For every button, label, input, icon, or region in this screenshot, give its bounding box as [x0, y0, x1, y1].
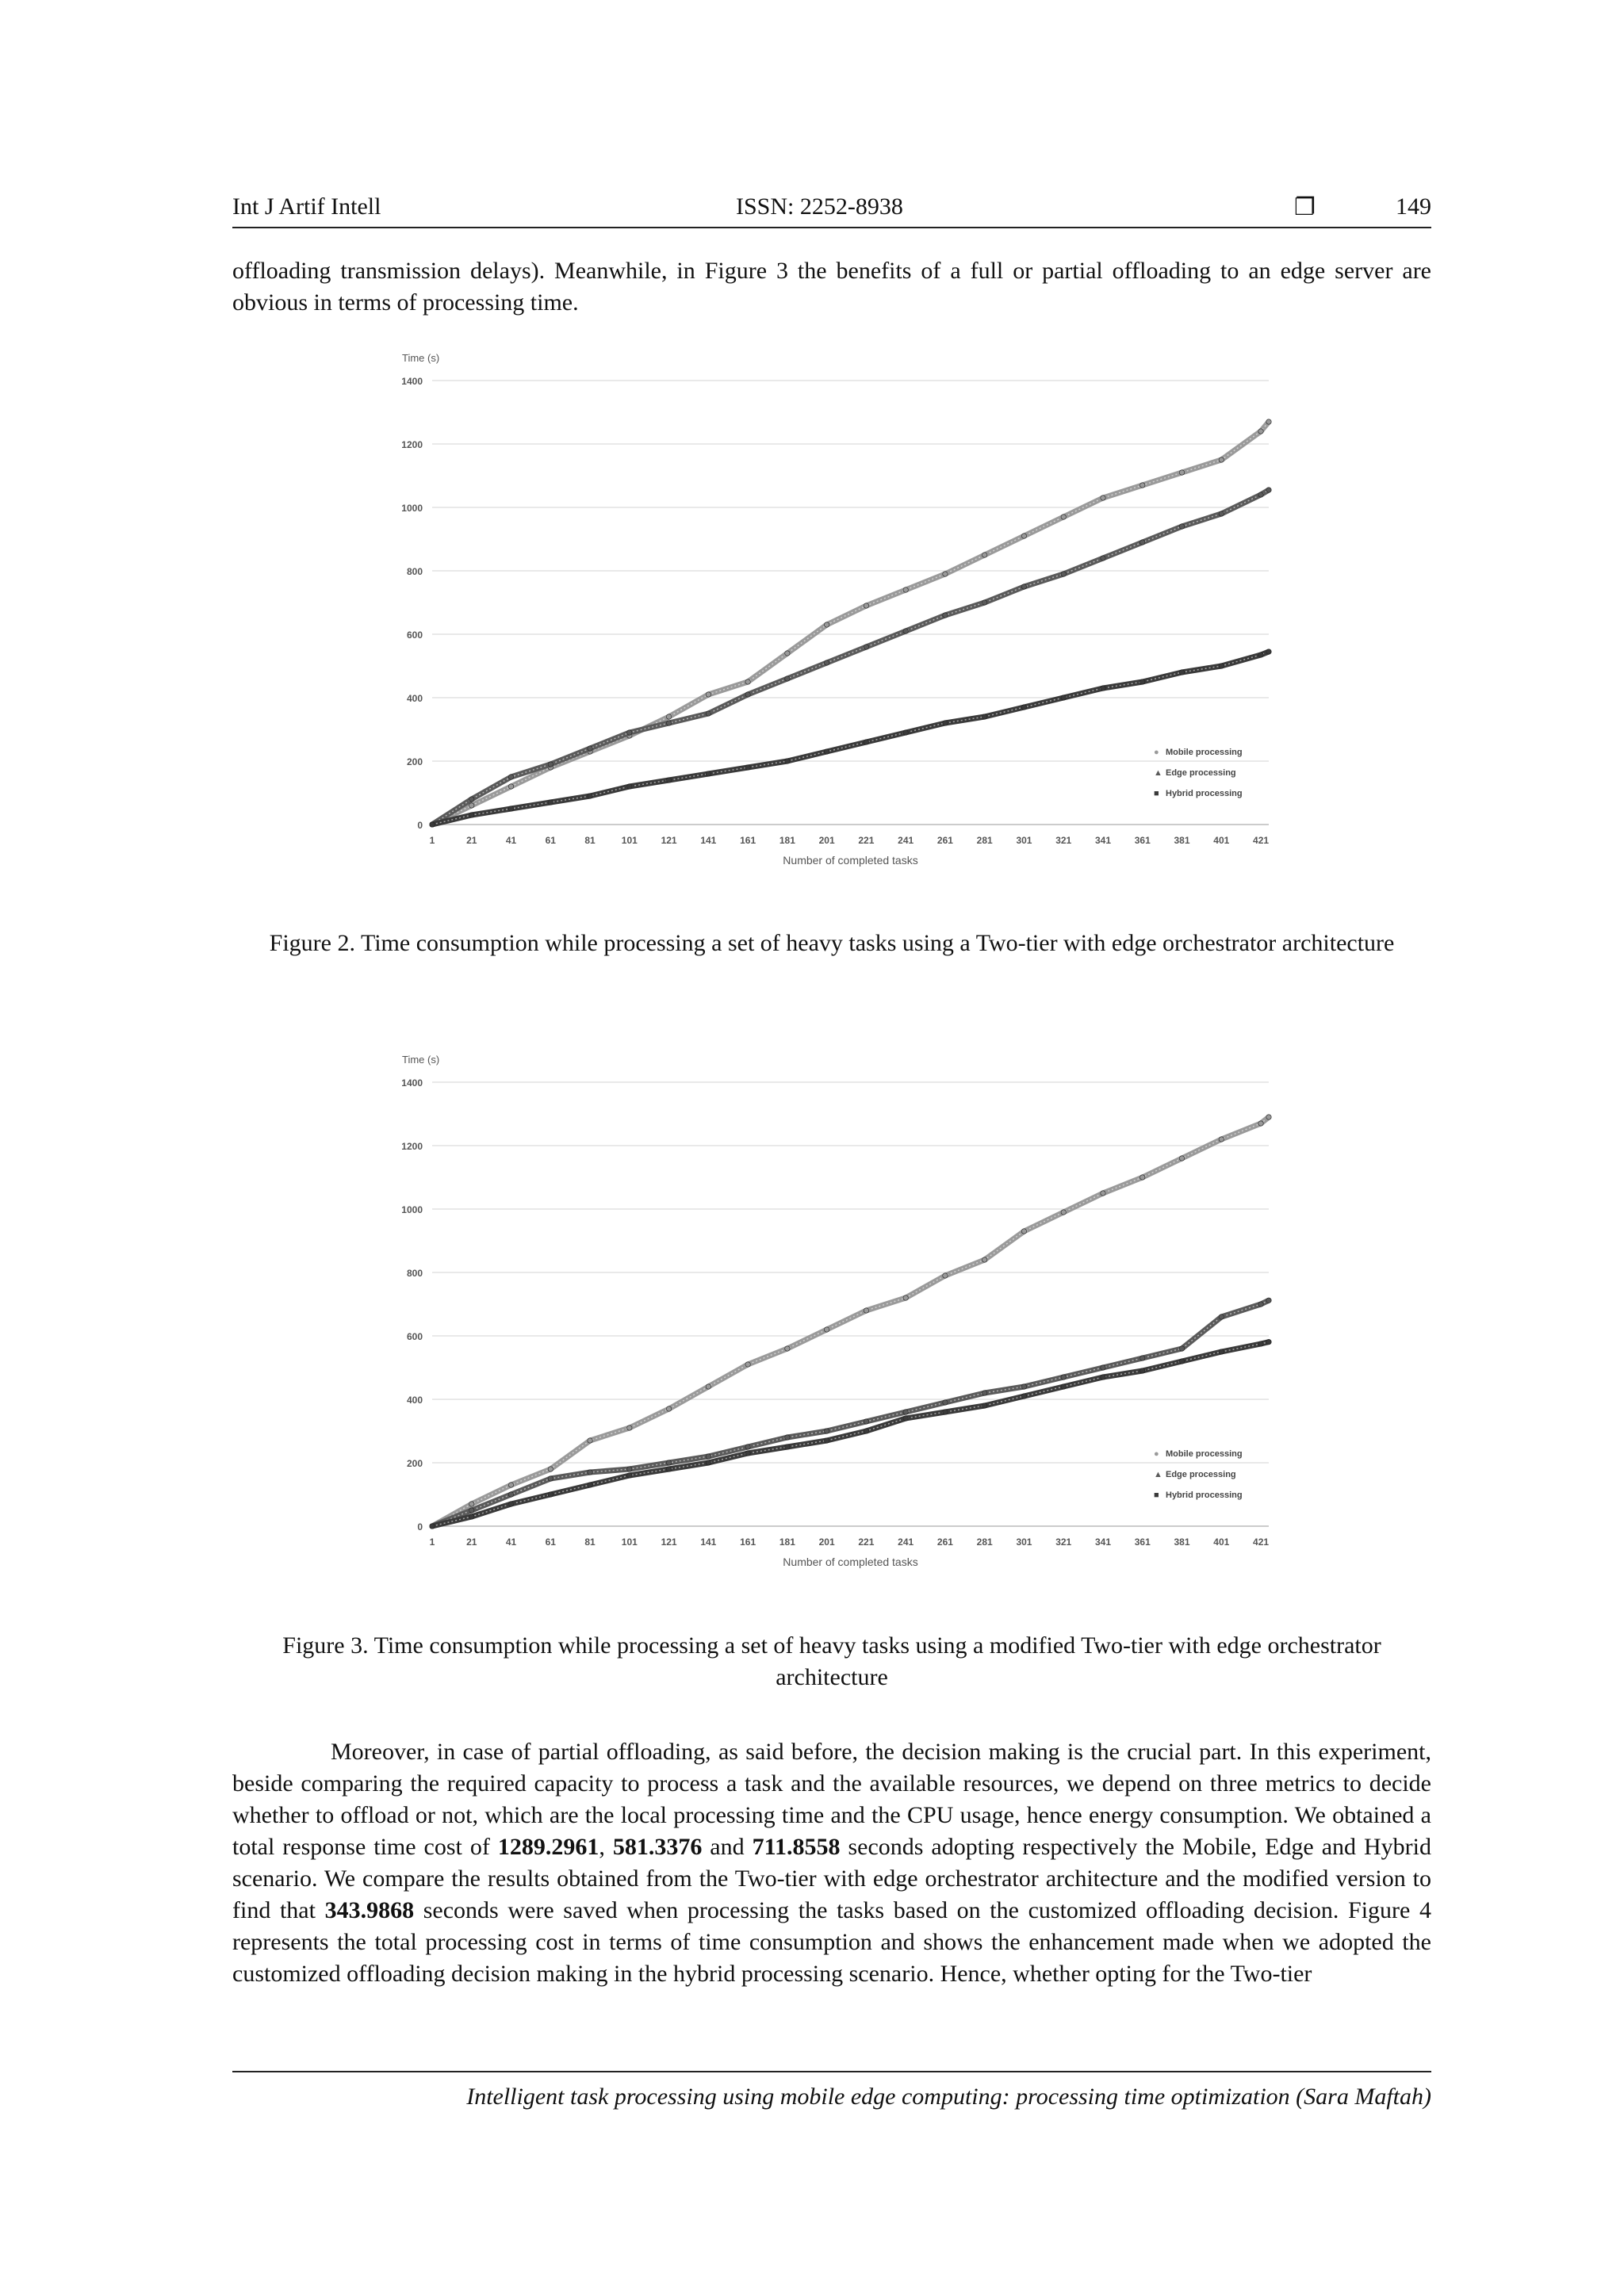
- fig2-data-point: [469, 803, 474, 808]
- fig3-data-point: [627, 1473, 632, 1478]
- fig2-data-point: [1021, 534, 1026, 538]
- page-number: 149: [1396, 193, 1431, 220]
- fig3-data-point: [666, 1467, 671, 1471]
- fig2-y-tick-label: 600: [406, 629, 423, 641]
- fig3-x-tick-label: 341: [1094, 1536, 1112, 1548]
- fig2-data-point: [430, 822, 435, 827]
- fig3-data-point: [982, 1257, 986, 1262]
- fig3-x-tick-label: 321: [1055, 1536, 1072, 1548]
- fig3-data-point: [903, 1295, 908, 1300]
- fig3-data-point: [469, 1514, 474, 1519]
- fig2-data-point: [1061, 695, 1066, 700]
- fig3-data-point: [785, 1445, 790, 1449]
- fig2-data-point: [824, 749, 829, 754]
- fig3-data-point: [706, 1460, 710, 1465]
- fig2-data-point: [785, 676, 790, 681]
- fig3-data-point: [745, 1451, 750, 1456]
- fig3-data-point: [943, 1273, 948, 1278]
- fig2-data-point: [1219, 457, 1224, 462]
- fig2-data-point: [943, 721, 948, 725]
- fig2-data-point: [1258, 429, 1263, 434]
- fig2-x-tick-label: 1: [429, 835, 435, 846]
- fig3-data-point: [1258, 1302, 1263, 1307]
- fig2-x-tick-label: 201: [818, 835, 835, 846]
- fig2-data-point: [982, 600, 986, 605]
- fig3-data-point: [982, 1403, 986, 1408]
- fig2-y-axis-label: Time (s): [402, 352, 440, 364]
- body-text-2: seconds adopting respectively the Mobile, Edge and Hybrid scenario. We compare the results obtained from the Two-tier with edge orchestrator architecture and the modified version to find that: [232, 1834, 1431, 1923]
- fig2-data-point: [666, 721, 671, 725]
- running-footer: Intelligent task processing using mobile edge computing: processing time optimization (Sara Maftah): [232, 2071, 1431, 2110]
- fig2-data-point: [745, 692, 750, 697]
- fig2-x-tick-label: 221: [858, 835, 875, 846]
- fig2-data-point: [1179, 670, 1184, 675]
- fig2-data-point: [1266, 419, 1271, 424]
- figure-3-caption: Figure 3. Time consumption while processing a set of heavy tasks using a modified Two-tier with edge orchestrator architecture: [282, 1632, 1381, 1690]
- fig3-x-tick-label: 141: [700, 1536, 717, 1548]
- issn: ISSN: 2252-8938: [736, 193, 903, 220]
- fig3-data-point: [548, 1467, 553, 1471]
- fig2-data-point: [864, 645, 868, 649]
- box-icon: ❐: [1294, 194, 1316, 220]
- fig3-y-tick-label: 600: [406, 1331, 423, 1342]
- fig3-x-tick-label: 81: [584, 1536, 596, 1548]
- fig3-data-point: [508, 1483, 513, 1487]
- fig2-x-tick-label: 381: [1174, 835, 1190, 846]
- fig3-data-point: [745, 1445, 750, 1449]
- fig2-data-point: [745, 679, 750, 684]
- fig2-x-tick-label: 61: [545, 835, 556, 846]
- fig3-x-tick-label: 1: [429, 1536, 435, 1548]
- figure-2-caption: Figure 2. Time consumption while processing a set of heavy tasks using a Two-tier with edge orchestrator architecture: [269, 930, 1395, 956]
- fig3-data-point: [1179, 1346, 1184, 1351]
- fig3-data-point: [508, 1502, 513, 1506]
- fig3-legend-entry: Mobile processing: [1166, 1449, 1243, 1459]
- fig3-data-point: [469, 1502, 474, 1506]
- fig3-data-point: [982, 1391, 986, 1395]
- fig3-x-tick-label: 381: [1174, 1536, 1190, 1548]
- fig3-data-point: [1140, 1368, 1145, 1373]
- fig3-data-point: [548, 1476, 553, 1481]
- fig3-y-tick-label: 1400: [401, 1077, 423, 1089]
- fig3-legend-marker: ●: [1154, 1449, 1159, 1459]
- fig2-x-tick-label: 81: [584, 835, 596, 846]
- fig3-y-axis-label: Time (s): [402, 1054, 440, 1066]
- fig3-data-point: [824, 1438, 829, 1443]
- fig2-x-tick-label: 21: [466, 835, 477, 846]
- journal-name: Int J Artif Intell: [232, 193, 381, 220]
- fig2-y-tick-label: 400: [406, 693, 423, 704]
- fig3-data-point: [588, 1438, 592, 1443]
- fig3-data-point: [627, 1467, 632, 1471]
- fig2-x-tick-label: 321: [1055, 835, 1072, 846]
- fig2-x-tick-label: 41: [505, 835, 517, 846]
- fig3-data-point: [1061, 1210, 1066, 1215]
- fig3-legend-marker: ▲: [1154, 1470, 1162, 1479]
- fig3-x-tick-label: 61: [545, 1536, 556, 1548]
- fig3-x-tick-label: 101: [621, 1536, 638, 1548]
- fig3-x-tick-label: 401: [1213, 1536, 1230, 1548]
- fig3-data-point: [1140, 1356, 1145, 1360]
- fig2-y-tick-label: 1400: [401, 376, 423, 387]
- fig3-data-point: [1266, 1339, 1271, 1344]
- fig2-data-point: [785, 759, 790, 763]
- fig3-data-point: [706, 1454, 710, 1459]
- fig3-data-point: [1258, 1121, 1263, 1126]
- body-text-3: seconds were saved when processing the tasks based on the customized offloading decision. Figure 4 represents the total processing cost in terms of time consumption and shows the enhancement made when we adopted the customized offloading decision making in the hybrid processing scenario. Hence, whether opting for the Two-tier: [232, 1897, 1431, 1987]
- fig3-data-point: [1061, 1384, 1066, 1389]
- fig3-data-point: [903, 1416, 908, 1421]
- fig2-data-point: [508, 806, 513, 811]
- fig2-data-point: [903, 587, 908, 592]
- fig2-data-point: [1179, 470, 1184, 475]
- mobile-total-value: 1289.2961: [497, 1834, 599, 1860]
- fig2-data-point: [588, 794, 592, 798]
- fig2-data-point: [588, 746, 592, 751]
- fig3-data-point: [1021, 1384, 1026, 1389]
- fig3-x-tick-label: 121: [661, 1536, 677, 1548]
- fig3-x-tick-label: 261: [936, 1536, 953, 1548]
- fig3-data-point: [745, 1362, 750, 1367]
- separator-2: and: [702, 1834, 753, 1860]
- fig2-data-point: [508, 784, 513, 789]
- fig3-data-point: [1021, 1394, 1026, 1399]
- fig2-data-point: [1258, 652, 1263, 657]
- fig2-data-point: [1266, 488, 1271, 492]
- figure-3-svg: [373, 1050, 1308, 1590]
- fig2-x-tick-label: 401: [1213, 835, 1230, 846]
- fig2-legend-entry: Edge processing: [1166, 768, 1236, 778]
- fig2-data-point: [706, 711, 710, 716]
- fig3-data-point: [508, 1492, 513, 1497]
- fig3-x-tick-label: 181: [779, 1536, 795, 1548]
- fig3-data-point: [1219, 1137, 1224, 1142]
- fig2-data-point: [1101, 496, 1105, 500]
- fig2-legend-marker: ▲: [1154, 768, 1162, 778]
- fig2-data-point: [982, 553, 986, 557]
- fig3-x-tick-label: 281: [976, 1536, 993, 1548]
- fig3-data-point: [706, 1384, 710, 1389]
- fig3-data-point: [1179, 1359, 1184, 1364]
- fig2-y-tick-label: 800: [406, 566, 423, 577]
- fig2-legend-entry: Mobile processing: [1166, 748, 1243, 757]
- fig2-series-line: [432, 652, 1269, 825]
- fig3-data-point: [666, 1406, 671, 1411]
- fig2-data-point: [903, 629, 908, 633]
- fig2-data-point: [824, 660, 829, 665]
- fig2-x-tick-label: 301: [1016, 835, 1032, 846]
- running-header: [232, 190, 1431, 228]
- fig2-y-tick-label: 1200: [401, 439, 423, 450]
- fig2-data-point: [666, 714, 671, 719]
- fig3-data-point: [548, 1492, 553, 1497]
- fig2-data-point: [1140, 540, 1145, 545]
- fig2-data-point: [548, 762, 553, 767]
- fig2-data-point: [745, 765, 750, 770]
- fig3-data-point: [1258, 1341, 1263, 1346]
- fig2-data-point: [508, 775, 513, 779]
- fig2-x-axis-label: Number of completed tasks: [783, 854, 918, 867]
- fig3-y-tick-label: 0: [417, 1521, 423, 1533]
- fig3-y-tick-label: 1000: [401, 1204, 423, 1215]
- fig3-data-point: [469, 1508, 474, 1513]
- fig3-y-tick-label: 200: [406, 1458, 423, 1469]
- fig3-x-tick-label: 301: [1016, 1536, 1032, 1548]
- fig3-x-axis-label: Number of completed tasks: [783, 1556, 918, 1568]
- fig2-data-point: [1101, 686, 1105, 691]
- fig3-data-point: [588, 1470, 592, 1475]
- fig2-data-point: [1179, 524, 1184, 529]
- fig2-data-point: [1101, 556, 1105, 561]
- fig2-data-point: [1061, 515, 1066, 519]
- fig2-data-point: [785, 651, 790, 656]
- fig3-legend-marker: ■: [1154, 1490, 1159, 1500]
- fig3-data-point: [785, 1435, 790, 1440]
- fig2-legend-marker: ●: [1154, 748, 1159, 757]
- fig2-data-point: [706, 771, 710, 776]
- fig2-y-tick-label: 1000: [401, 503, 423, 514]
- fig3-data-point: [627, 1425, 632, 1430]
- fig2-x-tick-label: 241: [898, 835, 914, 846]
- fig2-data-point: [982, 714, 986, 719]
- fig3-data-point: [824, 1327, 829, 1332]
- fig3-data-point: [1140, 1175, 1145, 1180]
- fig3-x-tick-label: 221: [858, 1536, 875, 1548]
- fig3-legend-entry: Hybrid processing: [1166, 1490, 1243, 1500]
- fig3-data-point: [824, 1429, 829, 1433]
- fig2-x-tick-label: 281: [976, 835, 993, 846]
- fig2-data-point: [1266, 649, 1271, 654]
- fig3-x-tick-label: 41: [505, 1536, 517, 1548]
- fig3-data-point: [1061, 1375, 1066, 1380]
- fig2-data-point: [1219, 664, 1224, 668]
- fig2-data-point: [469, 797, 474, 802]
- fig3-data-point: [864, 1429, 868, 1433]
- fig3-data-point: [864, 1419, 868, 1424]
- saved-time-value: 343.9868: [324, 1897, 415, 1923]
- fig3-data-point: [1219, 1349, 1224, 1354]
- figure-2-svg: [373, 349, 1308, 888]
- body-paragraph: [232, 1736, 1431, 1990]
- fig3-data-point: [943, 1410, 948, 1414]
- fig3-data-point: [1219, 1314, 1224, 1319]
- fig2-y-tick-label: 0: [417, 820, 423, 831]
- fig3-data-point: [1021, 1229, 1026, 1234]
- fig3-y-tick-label: 1200: [401, 1141, 423, 1152]
- fig2-data-point: [627, 784, 632, 789]
- fig3-data-point: [1101, 1365, 1105, 1370]
- fig2-x-tick-label: 141: [700, 835, 717, 846]
- fig3-x-tick-label: 201: [818, 1536, 835, 1548]
- fig2-data-point: [1021, 584, 1026, 589]
- fig3-legend-entry: Edge processing: [1166, 1470, 1236, 1479]
- fig2-x-tick-label: 261: [936, 835, 953, 846]
- fig2-data-point: [706, 692, 710, 697]
- fig2-x-tick-label: 361: [1134, 835, 1151, 846]
- fig2-data-point: [548, 800, 553, 805]
- fig2-data-point: [469, 813, 474, 817]
- intro-paragraph: offloading transmission delays). Meanwhile, in Figure 3 the benefits of a full or partial offloading to an edge server are obvious in terms of processing time.: [232, 258, 1431, 316]
- fig2-data-point: [1140, 679, 1145, 684]
- fig3-data-point: [1266, 1115, 1271, 1119]
- fig2-data-point: [1021, 705, 1026, 710]
- fig3-data-point: [1101, 1191, 1105, 1196]
- fig3-x-tick-label: 421: [1253, 1536, 1270, 1548]
- fig2-data-point: [1219, 511, 1224, 516]
- fig3-data-point: [903, 1410, 908, 1414]
- fig3-data-point: [943, 1400, 948, 1405]
- fig3-x-tick-label: 241: [898, 1536, 914, 1548]
- fig2-x-tick-label: 101: [621, 835, 638, 846]
- fig2-legend-entry: Hybrid processing: [1166, 789, 1243, 798]
- fig2-x-tick-label: 421: [1253, 835, 1270, 846]
- fig2-data-point: [864, 740, 868, 744]
- fig2-data-point: [824, 622, 829, 627]
- separator-1: ,: [599, 1834, 613, 1860]
- fig2-data-point: [1140, 483, 1145, 488]
- fig2-data-point: [943, 613, 948, 618]
- fig2-data-point: [943, 572, 948, 576]
- fig2-x-tick-label: 341: [1094, 835, 1112, 846]
- figure-3-chart: [373, 1050, 1308, 1590]
- fig2-x-tick-label: 181: [779, 835, 795, 846]
- fig3-x-tick-label: 161: [740, 1536, 756, 1548]
- fig2-y-tick-label: 200: [406, 756, 423, 767]
- figure-2-chart: [373, 349, 1308, 888]
- fig3-data-point: [1101, 1375, 1105, 1380]
- fig2-data-point: [1258, 492, 1263, 497]
- fig3-data-point: [430, 1524, 435, 1529]
- fig2-data-point: [903, 730, 908, 735]
- fig2-data-point: [627, 730, 632, 735]
- fig3-y-tick-label: 800: [406, 1268, 423, 1279]
- fig3-data-point: [1179, 1156, 1184, 1161]
- edge-total-value: 581.3376: [612, 1834, 703, 1860]
- hybrid-total-value: 711.8558: [752, 1834, 841, 1860]
- fig3-x-tick-label: 21: [466, 1536, 477, 1548]
- fig3-y-tick-label: 400: [406, 1395, 423, 1406]
- fig2-data-point: [1061, 572, 1066, 576]
- fig2-x-tick-label: 161: [740, 835, 756, 846]
- fig2-data-point: [864, 603, 868, 608]
- fig2-data-point: [666, 778, 671, 783]
- fig2-x-tick-label: 121: [661, 835, 677, 846]
- body-text-1: Moreover, in case of partial offloading, as said before, the decision making is the crucial part. In this experiment, beside comparing the required capacity to process a task and the available resources, we depend on three metrics to decide whether to offload or not, which are the local processing time and the CPU usage, hence energy consumption. We obtained a total response time cost of: [232, 1739, 1431, 1860]
- fig3-data-point: [785, 1346, 790, 1351]
- fig3-x-tick-label: 361: [1134, 1536, 1151, 1548]
- fig3-data-point: [864, 1308, 868, 1313]
- fig2-legend-marker: ■: [1154, 789, 1159, 798]
- fig3-data-point: [1266, 1298, 1271, 1303]
- fig3-data-point: [666, 1460, 671, 1465]
- fig3-data-point: [588, 1483, 592, 1487]
